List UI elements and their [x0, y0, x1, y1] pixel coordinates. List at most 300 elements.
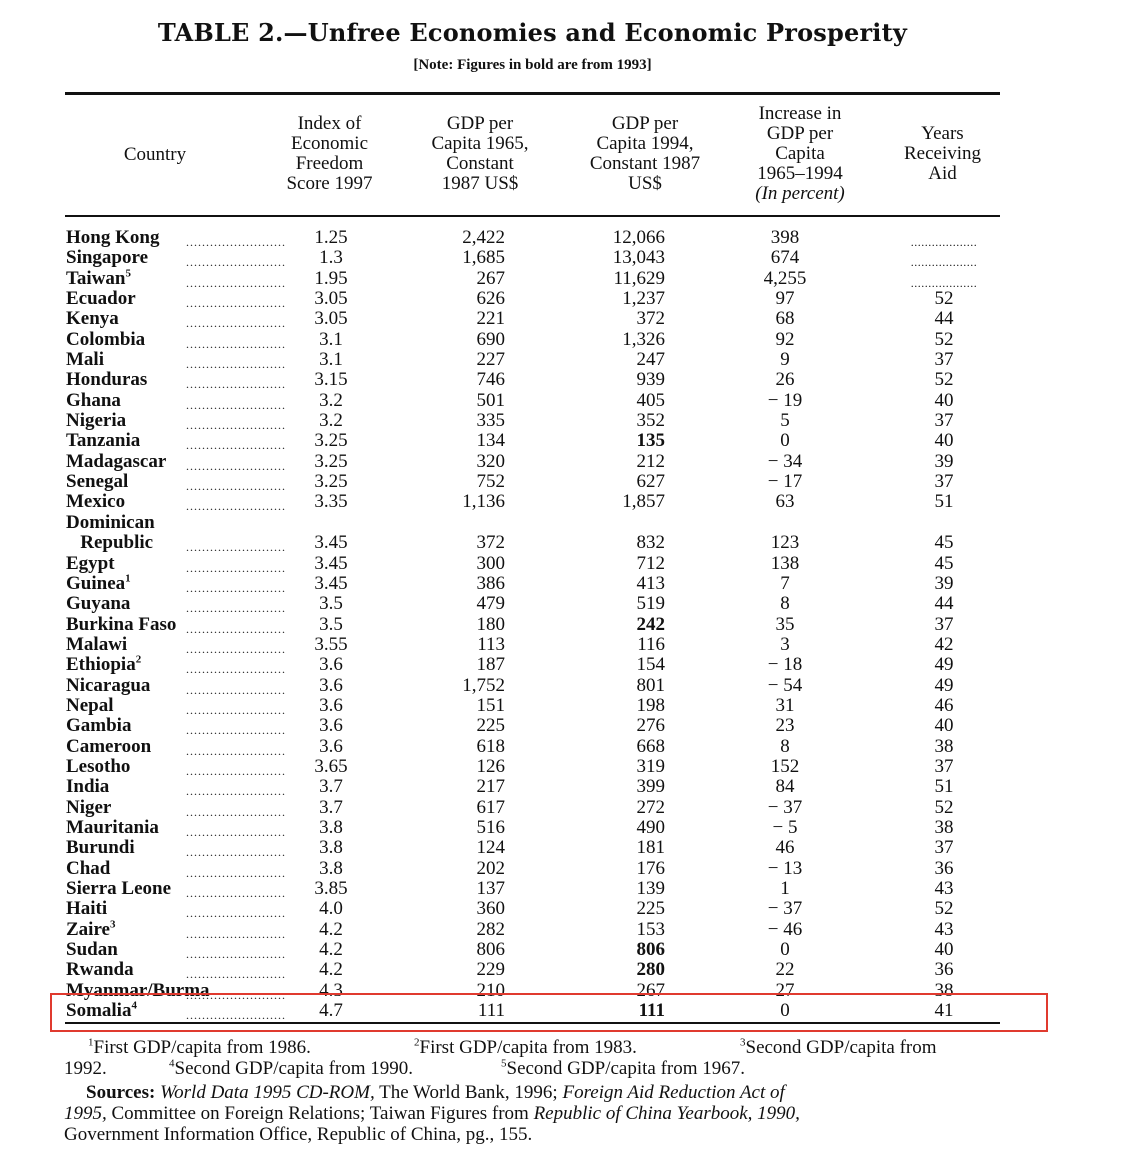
increase-cell: 68	[775, 308, 795, 330]
freedom-score-cell: 3.1	[319, 349, 343, 371]
increase-cell: 1	[780, 878, 790, 899]
country-cell	[66, 248, 148, 268]
freedom-score-cell: 3.2	[319, 410, 343, 432]
increase-cell: − 34	[767, 450, 803, 472]
country-name: Nepal	[66, 694, 114, 716]
table-row	[0, 533, 1065, 553]
gdp-1965-cell: 267	[476, 267, 505, 289]
years-aid-cell: 39	[934, 450, 954, 472]
country-cell	[66, 228, 159, 248]
freedom-score-cell: 3.6	[319, 735, 343, 757]
sources: Sources: World Data 1995 CD-ROM, The World Bank, 1996; Foreign Aid Reduction Act of 1995, Committee on Foreign Relations; Taiwan Figures from Republic of China Yearbook, 1990, Government Information Office, Republic of China, pg., 155.	[64, 1082, 800, 1145]
increase-cell: 3	[780, 633, 790, 655]
country-cell	[66, 920, 115, 940]
country-name: Chad	[66, 857, 111, 879]
gdp-1994-cell: 1,326	[622, 328, 665, 350]
gdp-1994-cell: 111	[638, 999, 665, 1021]
table-row	[0, 574, 1065, 594]
gdp-1965-cell: 137	[476, 878, 505, 899]
freedom-score-cell: 3.7	[319, 776, 343, 798]
dot-leader: .........................	[186, 296, 286, 311]
country-name: Senegal	[66, 471, 129, 493]
freedom-score-cell: 3.25	[314, 450, 348, 472]
bottom-rule	[65, 1022, 1000, 1024]
country-cell	[66, 574, 131, 594]
dot-leader: .........................	[186, 987, 286, 1002]
dot-leader: .........................	[186, 275, 286, 290]
table-note: [Note: Figures in bold are from 1993]	[413, 57, 652, 73]
freedom-score-cell: 3.6	[319, 694, 343, 716]
increase-cell: 97	[775, 288, 795, 310]
gdp-1965-cell: 1,752	[462, 674, 505, 696]
dot-leader: .........................	[186, 601, 286, 616]
freedom-score-cell: 3.45	[314, 572, 348, 594]
gdp-1965-cell: 227	[476, 349, 505, 371]
years-aid-cell: 44	[934, 593, 954, 615]
gdp-1965-cell: 124	[476, 837, 505, 859]
years-aid-cell: 52	[934, 796, 954, 818]
table-row	[0, 492, 1065, 512]
header-increase: Increase in GDP per Capita 1965–1994 (In percent)	[755, 103, 845, 204]
years-aid-cell: 37	[934, 471, 954, 493]
years-aid-cell: 37	[934, 837, 954, 859]
table-row	[0, 676, 1065, 696]
gdp-1965-cell: 2,422	[462, 227, 505, 248]
country-name: Nicaragua	[66, 674, 151, 696]
years-aid-cell: 37	[934, 613, 954, 635]
freedom-score-cell: 3.6	[319, 654, 343, 676]
country-cell	[66, 554, 115, 574]
table-row	[0, 554, 1065, 574]
increase-cell: − 18	[767, 654, 803, 676]
table-row	[0, 309, 1065, 329]
table-row	[0, 920, 1065, 940]
increase-cell: 138	[770, 552, 800, 574]
dot-leader: .........................	[186, 682, 286, 697]
dot-leader: .........................	[186, 824, 286, 839]
country-cell	[66, 899, 107, 919]
country-cell	[66, 330, 145, 350]
increase-cell: 27	[775, 979, 795, 1001]
dot-leader: .........................	[186, 743, 286, 758]
table-title: TABLE 2.—Unfree Economies and Economic Prosperity	[157, 18, 908, 47]
gdp-1965-cell: 282	[476, 918, 505, 940]
gdp-1965-cell: 229	[476, 959, 505, 981]
table-row	[0, 269, 1065, 289]
footnote-marker: 2	[135, 653, 142, 666]
gdp-1965-cell: 360	[476, 898, 505, 920]
country-cell	[66, 838, 135, 858]
freedom-score-cell: 4.2	[319, 959, 343, 981]
freedom-score-cell: 3.35	[314, 491, 348, 513]
increase-cell: 8	[780, 735, 790, 757]
dot-leader: .........................	[186, 804, 286, 819]
country-name: Myanmar/Burma	[66, 979, 210, 1001]
gdp-1965-cell: 221	[476, 308, 505, 330]
country-name: Tanzania	[66, 430, 141, 452]
gdp-1994-cell: 135	[636, 430, 665, 452]
gdp-1994-cell: 519	[636, 593, 665, 615]
increase-cell: 26	[775, 369, 795, 391]
gdp-1965-cell: 752	[476, 471, 505, 493]
dot-leader: .........................	[186, 926, 286, 941]
years-aid-cell: 38	[934, 735, 954, 757]
gdp-1994-cell: 212	[636, 450, 665, 472]
freedom-score-cell: 3.25	[314, 471, 348, 493]
country-name: Mexico	[66, 491, 126, 513]
gdp-1994-cell: 153	[636, 918, 665, 940]
country-cell	[66, 431, 140, 451]
table-row	[0, 859, 1065, 879]
freedom-score-cell: 4.2	[319, 918, 343, 940]
increase-cell: − 37	[767, 796, 803, 818]
dot-leader: .........................	[186, 316, 286, 331]
dot-leader: .........................	[186, 357, 286, 372]
table-row	[0, 472, 1065, 492]
dot-leader: .........................	[186, 662, 286, 677]
country-name: Mauritania	[66, 816, 159, 838]
gdp-1994-cell: 801	[636, 674, 665, 696]
increase-cell: − 5	[772, 816, 798, 838]
header-rule	[65, 215, 1000, 217]
gdp-1994-cell: 276	[636, 715, 665, 737]
years-aid-cell: 40	[934, 939, 954, 961]
years-aid-cell: ...................	[910, 275, 978, 290]
header-gdp94: GDP per Capita 1994, Constant 1987 US$	[589, 113, 701, 194]
country-cell	[66, 289, 136, 309]
highlight-box	[50, 993, 1048, 1032]
country-name: Ghana	[66, 389, 121, 411]
dot-leader: .........................	[186, 784, 286, 799]
increase-cell: 92	[775, 328, 795, 350]
increase-cell: 23	[775, 715, 795, 737]
gdp-1965-cell: 386	[476, 572, 505, 594]
freedom-score-cell: 3.55	[314, 633, 348, 655]
gdp-1965-cell: 134	[476, 430, 505, 452]
gdp-1994-cell: 413	[636, 572, 665, 594]
increase-cell: − 13	[767, 857, 803, 879]
gdp-1994-cell: 225	[636, 898, 665, 920]
country-name: Hong Kong	[66, 227, 160, 248]
gdp-1965-cell: 1,136	[462, 491, 505, 513]
freedom-score-cell: 3.8	[319, 816, 343, 838]
country-name: Republic	[66, 532, 154, 554]
years-aid-cell: 37	[934, 755, 954, 777]
table-row	[0, 391, 1065, 411]
dot-leader: .........................	[186, 235, 286, 249]
freedom-score-cell: 3.6	[319, 674, 343, 696]
dot-leader: .........................	[186, 499, 286, 514]
dot-leader: .........................	[186, 865, 286, 880]
gdp-1994-cell: 372	[636, 308, 665, 330]
gdp-1965-cell: 113	[477, 633, 505, 655]
years-aid-cell: 40	[934, 430, 954, 452]
dot-leader: .........................	[186, 1007, 286, 1022]
country-cell	[66, 513, 155, 533]
table-row	[0, 513, 1065, 533]
gdp-1994-cell: 13,043	[612, 247, 665, 269]
freedom-score-cell: 4.0	[319, 898, 343, 920]
country-cell	[66, 533, 153, 553]
table-row	[0, 696, 1065, 716]
increase-cell: 0	[780, 999, 790, 1021]
country-name: Zaire	[66, 918, 110, 940]
years-aid-cell: 40	[934, 715, 954, 737]
gdp-1994-cell: 176	[636, 857, 665, 879]
table-row	[0, 370, 1065, 390]
freedom-score-cell: 3.85	[314, 878, 348, 899]
dot-leader: .........................	[186, 458, 286, 473]
gdp-1965-cell: 806	[476, 939, 505, 961]
gdp-1994-cell: 280	[636, 959, 665, 981]
country-name: Gambia	[66, 715, 132, 737]
dot-leader: .........................	[186, 967, 286, 982]
dot-leader: .........................	[186, 255, 286, 270]
dot-leader: .........................	[186, 580, 286, 595]
country-name: Colombia	[66, 328, 146, 350]
country-cell	[66, 676, 150, 696]
increase-cell: 0	[780, 939, 790, 961]
dot-leader: .........................	[186, 906, 286, 921]
gdp-1994-cell: 272	[636, 796, 665, 818]
gdp-1994-cell: 242	[636, 613, 665, 635]
increase-cell: 35	[775, 613, 795, 635]
freedom-score-cell: 4.3	[319, 979, 343, 1001]
country-cell	[66, 879, 171, 899]
gdp-1994-cell: 627	[636, 471, 665, 493]
increase-cell: 0	[780, 430, 790, 452]
years-aid-cell: 40	[934, 389, 954, 411]
country-cell	[66, 798, 111, 818]
dot-leader: .........................	[186, 540, 286, 555]
table-row	[0, 655, 1065, 675]
table-row	[0, 289, 1065, 309]
gdp-1994-cell: 139	[636, 878, 665, 899]
freedom-score-cell: 3.45	[314, 552, 348, 574]
increase-cell: − 19	[767, 389, 803, 411]
years-aid-cell: 52	[934, 328, 954, 350]
gdp-1965-cell: 617	[476, 796, 505, 818]
increase-cell: 123	[770, 532, 800, 554]
gdp-1965-cell: 180	[476, 613, 505, 635]
increase-cell: 46	[775, 837, 795, 859]
country-cell	[66, 635, 127, 655]
table-row	[0, 737, 1065, 757]
freedom-score-cell: 1.25	[314, 227, 348, 248]
dot-leader: .........................	[186, 438, 286, 453]
country-name: Sierra Leone	[66, 878, 172, 899]
freedom-score-cell: 3.65	[314, 755, 348, 777]
years-aid-cell: 46	[934, 694, 954, 716]
country-cell	[66, 940, 118, 960]
header-country: Country	[123, 144, 187, 165]
country-name: Egypt	[66, 552, 115, 574]
years-aid-cell: 42	[934, 633, 954, 655]
footnote-marker: 4	[131, 999, 137, 1012]
gdp-1965-cell: 1,685	[462, 247, 505, 269]
country-name: Burkina Faso	[66, 613, 177, 635]
country-cell	[66, 350, 104, 370]
freedom-score-cell: 3.5	[319, 593, 343, 615]
footnote-marker: 5	[125, 267, 131, 280]
increase-cell: 22	[775, 959, 795, 981]
country-cell	[66, 269, 131, 289]
footnotes: $^1$First GDP/capita from 1986. $^2$First GDP/capita from 1983. $^3$Second GDP/capita from 1992. $^4$Second GDP/capita from 1990. $^5$Second GDP/capita from 1967.	[64, 1036, 937, 1079]
dot-leader: .........................	[186, 845, 286, 860]
years-aid-cell: 38	[934, 979, 954, 1001]
increase-cell: 4,255	[763, 267, 807, 289]
dot-leader: .........................	[186, 723, 286, 738]
country-cell	[66, 370, 147, 390]
dot-leader: .........................	[186, 886, 286, 900]
gdp-1965-cell: 501	[476, 389, 505, 411]
increase-cell: 674	[770, 247, 800, 269]
freedom-score-cell: 3.45	[314, 532, 348, 554]
gdp-1994-cell: 1,857	[622, 491, 665, 513]
gdp-1994-cell: 11,629	[613, 267, 665, 289]
years-aid-cell: 51	[934, 776, 954, 798]
gdp-1994-cell: 247	[636, 349, 665, 371]
dot-leader: .........................	[186, 621, 286, 636]
country-cell	[66, 615, 176, 635]
country-name: Nigeria	[66, 410, 127, 432]
header-gdp65: GDP per Capita 1965, Constant 1987 US$	[431, 113, 529, 194]
gdp-1965-cell: 202	[476, 857, 505, 879]
gdp-1965-cell: 690	[476, 328, 505, 350]
gdp-1994-cell: 712	[636, 552, 665, 574]
header-index: Index of Economic Freedom Score 1997	[286, 113, 373, 194]
gdp-1965-cell: 335	[476, 410, 505, 432]
country-name: Haiti	[66, 898, 108, 920]
gdp-1965-cell: 516	[476, 816, 505, 838]
gdp-1965-cell: 217	[476, 776, 505, 798]
years-aid-cell: 49	[934, 654, 954, 676]
gdp-1965-cell: 372	[476, 532, 505, 554]
gdp-1994-cell: 939	[636, 369, 665, 391]
table-row	[0, 960, 1065, 980]
country-cell	[66, 309, 119, 329]
years-aid-cell: 36	[934, 857, 954, 879]
country-cell	[66, 452, 166, 472]
increase-cell: 9	[780, 349, 790, 371]
years-aid-cell: 37	[934, 349, 954, 371]
country-name: Sudan	[66, 939, 118, 961]
freedom-score-cell: 3.7	[319, 796, 343, 818]
freedom-score-cell: 4.2	[319, 939, 343, 961]
freedom-score-cell: 3.8	[319, 837, 343, 859]
table-row	[0, 777, 1065, 797]
country-cell	[66, 859, 110, 879]
freedom-score-cell: 1.3	[319, 247, 343, 269]
country-cell	[66, 655, 141, 675]
table-row	[0, 228, 1065, 248]
years-aid-cell: 43	[934, 918, 954, 940]
table-row	[0, 635, 1065, 655]
increase-cell: 84	[775, 776, 795, 798]
years-aid-cell: 45	[934, 532, 954, 554]
country-cell	[66, 737, 151, 757]
years-aid-cell: 44	[934, 308, 954, 330]
table-row	[0, 350, 1065, 370]
increase-cell: − 54	[767, 674, 803, 696]
country-name: Guyana	[66, 593, 131, 615]
country-name: Cameroon	[66, 735, 152, 757]
table-row	[0, 431, 1065, 451]
table-row	[0, 899, 1065, 919]
table-row	[0, 838, 1065, 858]
country-cell	[66, 472, 128, 492]
country-cell	[66, 960, 134, 980]
gdp-1965-cell: 210	[476, 979, 505, 1001]
dot-leader: .........................	[186, 560, 286, 575]
increase-cell: 7	[780, 572, 790, 594]
years-aid-cell: 43	[934, 878, 954, 899]
years-aid-cell: 36	[934, 959, 954, 981]
table-row	[0, 879, 1065, 899]
country-cell	[66, 411, 126, 431]
country-name: Ecuador	[66, 288, 136, 310]
increase-cell: − 46	[767, 918, 803, 940]
freedom-score-cell: 3.05	[314, 308, 348, 330]
freedom-score-cell: 1.95	[314, 267, 348, 289]
table-row	[0, 330, 1065, 350]
gdp-1965-cell: 479	[476, 593, 505, 615]
country-cell	[66, 716, 131, 736]
increase-cell: 31	[775, 694, 795, 716]
gdp-1994-cell: 806	[636, 939, 665, 961]
country-cell	[66, 391, 121, 411]
gdp-1994-cell: 668	[636, 735, 665, 757]
gdp-1965-cell: 300	[476, 552, 505, 574]
gdp-1965-cell: 126	[476, 755, 505, 777]
increase-cell: − 17	[767, 471, 803, 493]
country-cell	[66, 492, 125, 512]
dot-leader: .........................	[186, 418, 286, 433]
years-aid-cell: 37	[934, 410, 954, 432]
dot-leader: .........................	[186, 947, 286, 962]
years-aid-cell: 51	[934, 491, 954, 513]
gdp-1994-cell: 490	[636, 816, 665, 838]
years-aid-cell: ...................	[910, 235, 978, 249]
years-aid-cell: 52	[934, 288, 954, 310]
table-row	[0, 757, 1065, 777]
gdp-1965-cell: 320	[476, 450, 505, 472]
years-aid-cell: 52	[934, 898, 954, 920]
country-name: Singapore	[66, 247, 149, 269]
dot-leader: .........................	[186, 702, 286, 717]
gdp-1994-cell: 181	[636, 837, 665, 859]
freedom-score-cell: 3.2	[319, 389, 343, 411]
dot-leader: .........................	[186, 479, 286, 494]
country-name: Dominican	[66, 511, 155, 533]
increase-cell: − 37	[767, 898, 803, 920]
freedom-score-cell: 3.6	[319, 715, 343, 737]
freedom-score-cell: 3.1	[319, 328, 343, 350]
footnote-marker: 3	[109, 918, 116, 931]
table-row	[0, 411, 1065, 431]
header-aid: Years Receiving Aid	[903, 123, 982, 184]
gdp-1994-cell: 116	[637, 633, 665, 655]
country-name: Ethiopia	[66, 654, 136, 676]
years-aid-cell: 41	[934, 999, 954, 1021]
dot-leader: .........................	[186, 377, 286, 392]
gdp-1994-cell: 198	[636, 694, 665, 716]
increase-cell: 152	[770, 755, 800, 777]
freedom-score-cell: 3.05	[314, 288, 348, 310]
freedom-score-cell: 3.8	[319, 857, 343, 879]
table-body	[0, 228, 1065, 1021]
country-name: India	[66, 776, 110, 798]
